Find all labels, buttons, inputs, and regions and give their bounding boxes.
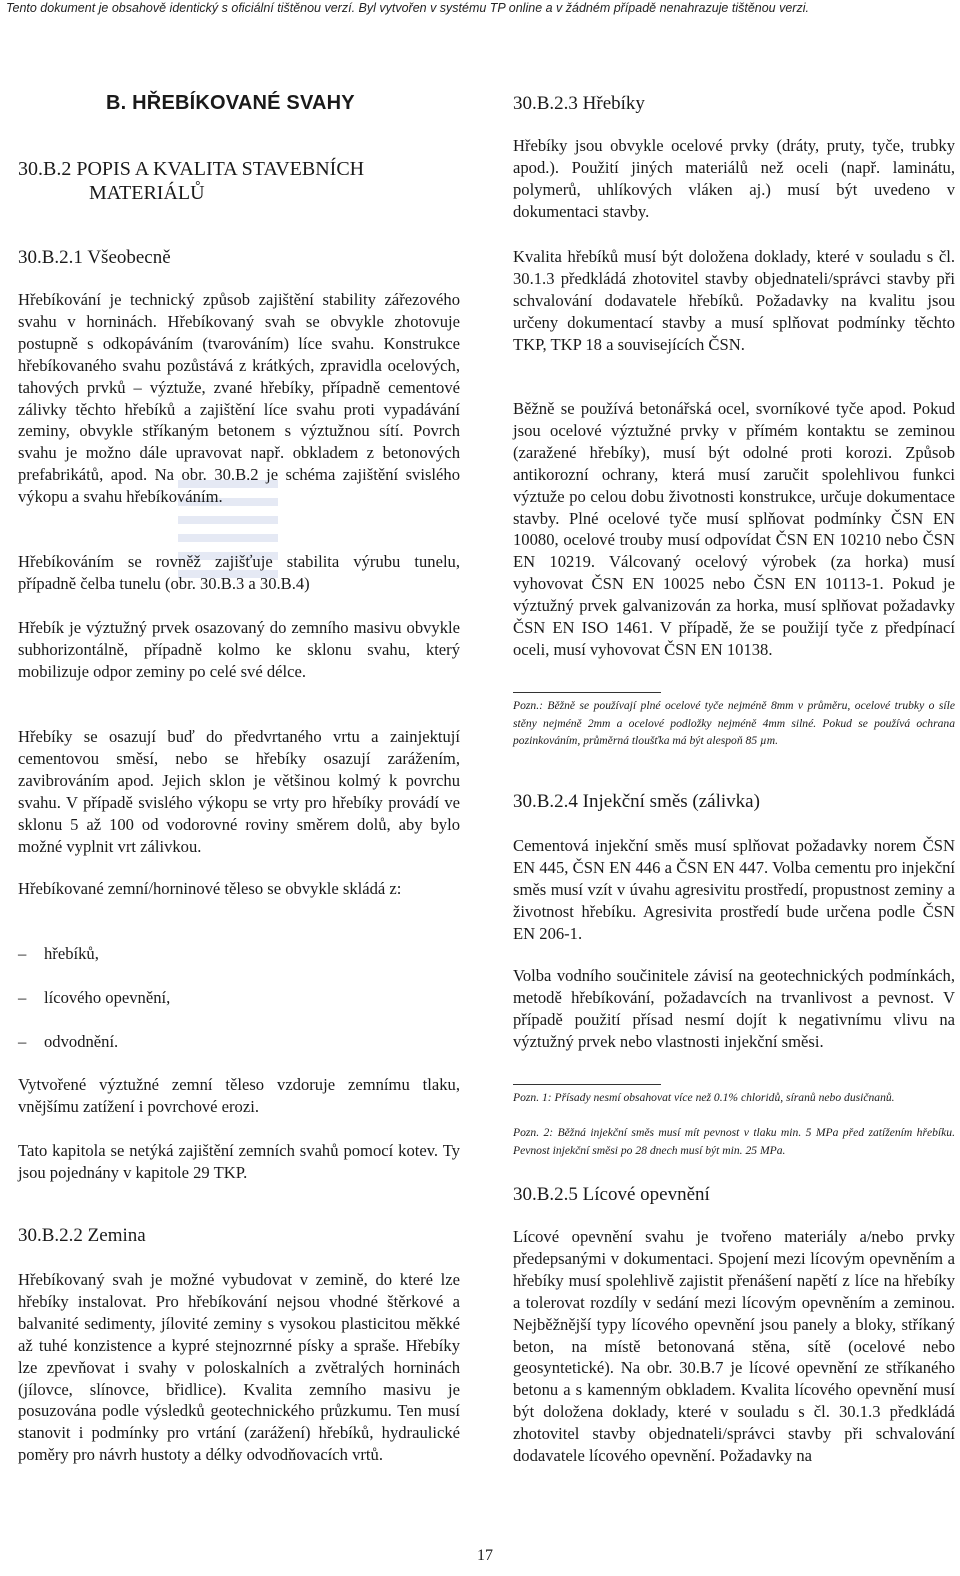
note-grout-1: Pozn. 1: Přísady nesmí obsahovat více než 0.1% chloridů, síranů nebo dusičnanů. (513, 1091, 895, 1104)
heading-30b23: 30.B.2.3 Hřebíky (513, 93, 645, 114)
heading-30b2-line2: MATERIÁLŮ (89, 182, 205, 204)
list-item: – hřebíků, (18, 944, 99, 963)
paragraph-soil: Hřebíkovaný svah je možné vybudovat v zemině, do které lze hřebíky instalovat. Pro hřebíkování nejsou vhodné štěrkové a balvanité sedimenty, jílovité zeminy s vysokou plasticitou měkké až tuhé konzistence a kypré stejnozrnné písky a spraše. Hřebíky lze zpevňovat i svahy v poloskalních a zvětralých horninách (jílovce, slínovce, břidlice). Kvalita zemního masivu je posuzována podle výsledků geotechnického průzkumu. Ten musí stanovit i podmínky pro vrtání (zarážení) hřebíků, hydraulické poměry pro návrh hustoty a délky odvodňovacích vrtů. (18, 1270, 460, 1465)
heading-30b21: 30.B.2.1 Všeobecně (18, 247, 171, 268)
note-grout-2: Pozn. 2: Běžná injekční směs musí mít pevnost v tlaku min. 5 MPa před zatížením hřebíku. Pevnost injekční směsi po 28 dnech musí být min. 25 MPa. (513, 1126, 955, 1157)
paragraph-general-6: Vytvořené výztužné zemní těleso vzdoruje zemnímu tlaku, vnějšímu zatížení i povrchové erozi. (18, 1075, 460, 1116)
paragraph-general-3: Hřebík je výztužný prvek osazovaný do zemního masivu obvykle subhorizontálně, případně kolmo ke sklonu svahu, který mobilizuje odpor zeminy po celé své délce. (18, 618, 460, 681)
paragraph-nails-1: Hřebíky jsou obvykle ocelové prvky (dráty, pruty, tyče, trubky apod.). Použití jiných materiálů než oceli (např. laminátu, polymerů, uhlíkových vláken aj.) musí být uvedeno v dokumentaci stavby. (513, 136, 955, 221)
paragraph-general-7: Tato kapitola se netýká zajištění zemních svahů pomocí kotev. Ty jsou pojednány v kapitole 29 TKP. (18, 1141, 460, 1182)
note-divider (513, 692, 661, 693)
note-divider (513, 1084, 661, 1085)
heading-30b2-line1: 30.B.2 POPIS A KVALITA STAVEBNÍCH (18, 158, 365, 180)
list-item: – lícového opevnění, (18, 988, 171, 1007)
paragraph-general-1: Hřebíkování je technický způsob zajištění stability zářezového svahu v horninách. Hřebíkovaný svah se obvykle zhotovuje postupně s odkopáváním (tvarováním) líce svahu. Konstrukce hřebíkovaného svahu pozůstává z krátkých, zpravidla ocelových, tahových prvků – výztuže, zvané hřebíky, případně cementové zálivky těchto hřebíků a zajištění líce svahu proti vypadávání zeminy, obvykle stříkaným betonem s výztužnou sítí. Povrch svahu je možno dále upravovat např. obkladem z betonových prefabrikátů, apod. Na obr. 30.B.2 je schéma zajištění svislého výkopu a svahu hřebíkováním. (18, 290, 460, 507)
paragraph-grout-2: Volba vodního součinitele závisí na geotechnických podmínkách, metodě hřebíkování, požadavcích na trvanlivost a pevnost. V případě použití přísad nesmí dojít k negativnímu vlivu na výztužný prvek nebo vlastnosti injekční směsi. (513, 966, 955, 1051)
paragraph-general-5: Hřebíkované zemní/horninové těleso se obvykle skládá z: (18, 879, 402, 898)
heading-30b25: 30.B.2.5 Lícové opevnění (513, 1184, 710, 1205)
paragraph-general-2: Hřebíkováním se rovněž zajišťuje stabilita výrubu tunelu, případně čelba tunelu (obr. 30.B.3 a 30.B.4) (18, 552, 460, 593)
heading-30b22: 30.B.2.2 Zemina (18, 1225, 146, 1246)
section-title: B. HŘEBÍKOVANÉ SVAHY (106, 92, 355, 114)
document-disclaimer-banner: Tento dokument je obsahově identický s oficiální tištěnou verzí. Byl vytvořen v systému TP online a v žádném případě nenahrazuje tištěnou verzi. (6, 1, 809, 15)
list-item: – odvodnění. (18, 1032, 119, 1051)
paragraph-facing: Lícové opevnění svahu je tvořeno materiály a/nebo prvky předepsanými v dokumentaci. Spojení mezi lícovým opevněním a hřebíky musí spolehlivě zajistit přenášení napětí z líce na hřebíky a tolerovat rozdíly v sedání mezi lícovým opevněním a zeminou. Nejběžnější typy lícového opevnění jsou panely a bloky, stříkaný beton, na místě betonovaná stěna, sítě (ocelové nebo geosyntetické). Na obr. 30.B.7 je lícové opevnění ze stříkaného betonu a s kamenným obkladem. Kvalita lícového opevnění musí být doložena doklady, které v souladu s čl. 30.1.3 předkládá zhotovitel stavby objednateli/správci stavby při schvalování dodavatele lícového opevnění. Požadavky na (513, 1227, 955, 1466)
paragraph-nails-3: Běžně se používá betonářská ocel, svorníkové tyče apod. Pokud jsou ocelové výztužné prvky v přímém kontaktu se zeminou (zaražené hřebíky), musí být odolné proti korozi. Způsob antikorozní ochrany, která musí zaručit spolehlivou funkci výztuže po celou dobu životnosti konstrukce, určuje dokumentace stavby. Plné ocelové tyče musí splňovat podmínky ČSN EN 10080, ocelové trouby musí odpovídat ČSN EN 10210 nebo ČSN EN 10219. Válcovaný ocelový výrobek (za horka) musí vyhovovat ČSN EN 10025 nebo ČSN EN 10113-1. Pokud je výztužný prvek galvanizován za horka, musí splňovat požadavky ČSN EN ISO 1461. V případě, že se použijí tyče z předpínací oceli, musí vyhovovat ČSN EN 10138. (513, 399, 955, 659)
paragraph-grout-1: Cementová injekční směs musí splňovat požadavky norem ČSN EN 445, ČSN EN 446 a ČSN EN 447. Volba cementu pro injekční směs musí vzít v úvahu agresivitu prostředí, propustnost zeminy a životnost hřebíku. Agresivita prostředí bude určena podle ČSN EN 206-1. (513, 836, 955, 943)
note-nails: Pozn.: Běžně se používají plné ocelové tyče nejméně 8mm v průměru, ocelové trubky o síle stěny nejméně 2mm a ocelové podložky nejméně 4mm silné. Pokud se používá ochrana pozinkováním, průměrná tloušťka má být alespoň 85 µm. (513, 699, 955, 747)
heading-30b24: 30.B.2.4 Injekční směs (zálivka) (513, 791, 760, 812)
paragraph-nails-2: Kvalita hřebíků musí být doložena doklady, které v souladu s čl. 30.1.3 předkládá zhotovitel stavby objednateli/správci stavby při schvalování dodavatele hřebíků. Požadavky na kvalitu jsou určeny dokumentací stavby a musí splňovat podmínky těchto TKP, TKP 18 a souvisejících ČSN. (513, 247, 955, 354)
page-number: 17 (477, 1547, 493, 1564)
paragraph-general-4: Hřebíky se osazují buď do předvrtaného vrtu a zainjektují cementovou směsí, nebo se hřebíky osazují zarážením, zavibrováním apod. Jejich sklon je většinou kolmý k povrchu svahu. V případě svislého výkopu se vrty pro hřebíky provádí ve sklonu 5 až 100 od vodorovné roviny směrem dolů, aby bylo možné vyplnit vrt zálivkou. (18, 727, 460, 856)
